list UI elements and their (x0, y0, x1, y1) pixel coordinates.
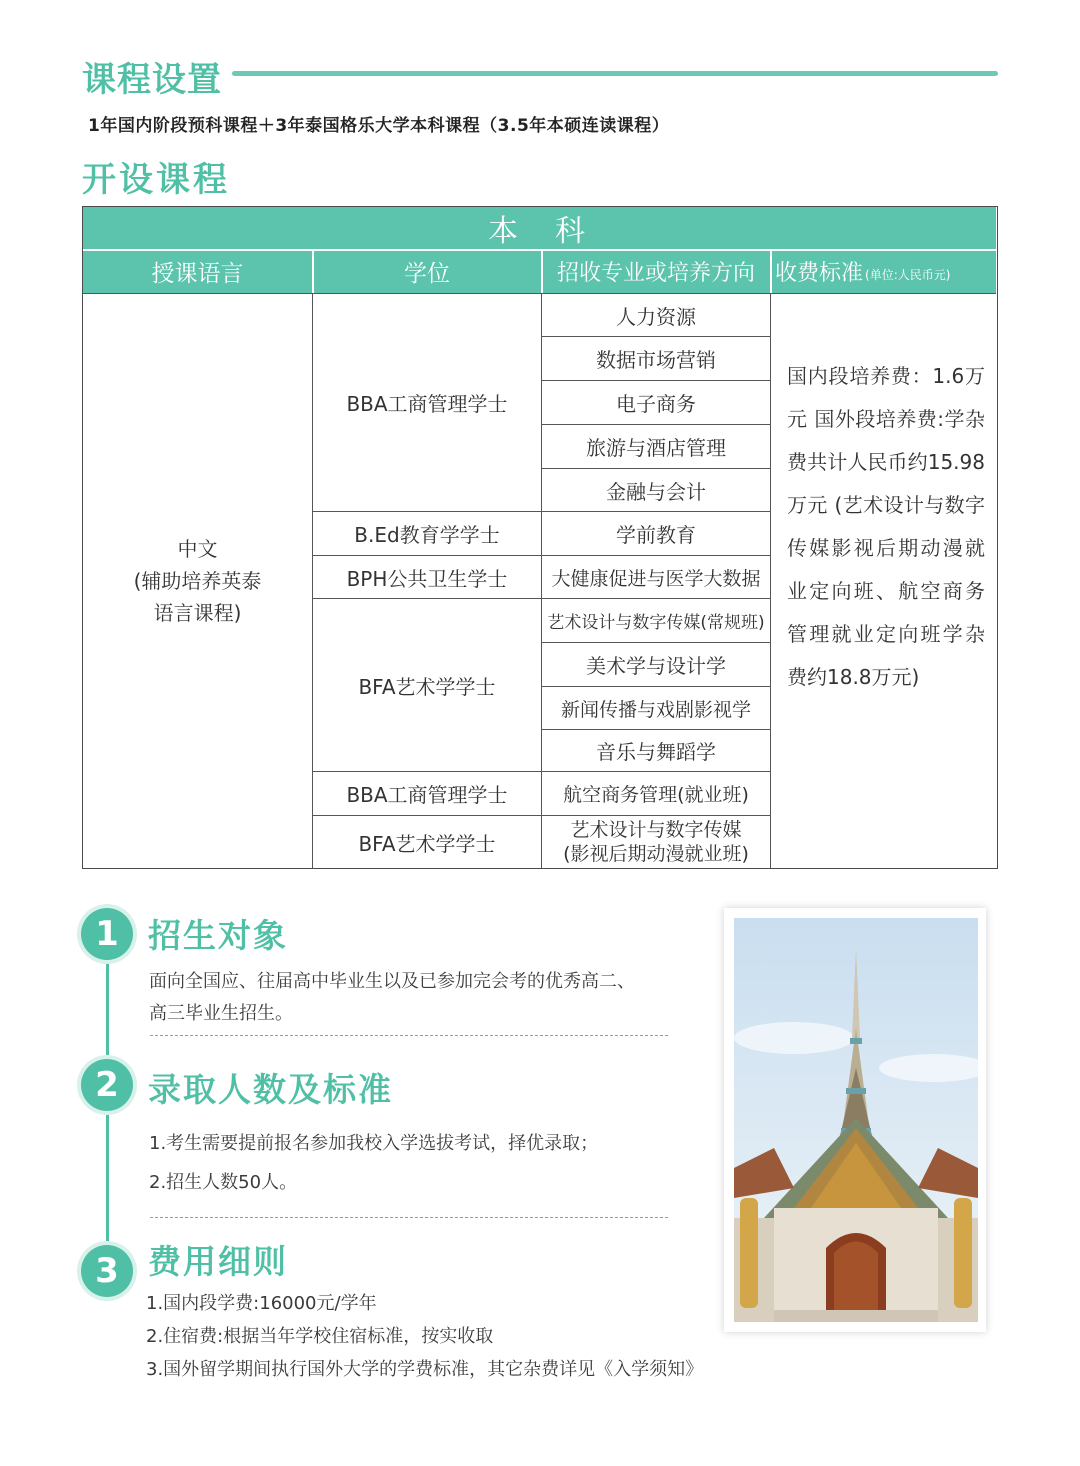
major-cell (542, 816, 770, 868)
major-label: 大健康促进与医学大数据 (551, 567, 761, 590)
col-header-language-text: 授课语言 (151, 261, 244, 287)
step-line: 1.考生需要提前报名参加我校入学选拔考试，择优录取； (149, 1133, 599, 1154)
degree-label: BPH公共卫生学士 (346, 566, 508, 591)
major-label: 艺术设计与数字传媒(常规班) (547, 613, 765, 633)
step-number-badge: 2 (81, 1059, 133, 1111)
major-cell (542, 294, 770, 336)
step-number-badge: 3 (81, 1245, 133, 1297)
major-cell (542, 599, 770, 642)
program-subtitle: 1年国内阶段预科课程＋3年泰国格乐大学本科课程（3.5年本硕连读课程） (88, 116, 670, 136)
degree-cell (313, 816, 541, 868)
col-header-fee (771, 250, 996, 293)
step-text (149, 1124, 598, 1202)
major-cell (542, 337, 770, 380)
major-cell (542, 643, 770, 686)
major-cell (542, 425, 770, 468)
degree-cell (313, 294, 541, 511)
degree-label: BFA艺术学学士 (358, 674, 496, 699)
col-header-degree (313, 250, 541, 293)
language-line: (辅助培养英泰 (133, 569, 262, 593)
step-line: 1.国内段学费:16000元/学年 (146, 1293, 377, 1314)
col-header-degree-text: 学位 (404, 261, 450, 287)
major-label: 人力资源 (616, 304, 696, 329)
table-banner-text: 本 科 (487, 214, 592, 249)
major-cell (542, 512, 770, 555)
major-label: 旅游与酒店管理 (586, 436, 726, 460)
step-line: 面向全国应、往届高中毕业生以及已参加完会考的优秀高二、 (149, 971, 635, 992)
major-cell (542, 381, 770, 424)
major-cell (542, 556, 770, 598)
language-cell (83, 294, 312, 868)
col-header-major (542, 250, 770, 293)
step-text (146, 1287, 703, 1386)
divider (150, 1035, 668, 1036)
degree-label: BBA工商管理学士 (346, 392, 508, 416)
col-header-major-text: 招收专业或培养方向 (556, 261, 755, 286)
section-title-rule (232, 71, 998, 76)
major-label: 艺术设计与数字传媒 (570, 819, 742, 841)
step-number-badge: 1 (81, 908, 133, 960)
language-line: 语言课程) (153, 601, 242, 625)
header-divider (83, 249, 996, 251)
step-title: 招生对象 (148, 916, 288, 955)
major-label: 数据市场营销 (596, 348, 716, 372)
major-label: 金融与会计 (606, 479, 706, 504)
degree-label: BBA工商管理学士 (346, 783, 508, 807)
degree-cell (313, 599, 541, 771)
step-text (149, 966, 635, 1030)
major-label: 航空商务管理(就业班) (563, 784, 749, 806)
major-label: 学前教育 (616, 523, 696, 547)
temple-photo (734, 918, 978, 1322)
degree-label: BFA艺术学学士 (358, 831, 496, 856)
major-cell (542, 772, 770, 815)
section-title: 课程设置 (82, 60, 222, 100)
degree-label: B.Ed教育学学士 (354, 523, 500, 547)
step-line: 2.住宿费:根据当年学校住宿标准，按实收取 (146, 1326, 494, 1347)
temple-illustration (734, 918, 978, 1322)
header-divider (541, 250, 543, 293)
degree-cell (313, 556, 541, 598)
major-label: 音乐与舞蹈学 (596, 740, 716, 764)
step-title: 录取人数及标准 (148, 1070, 393, 1109)
step-title: 费用细则 (148, 1242, 288, 1281)
table-banner (83, 207, 996, 249)
step-line: 3.国外留学期间执行国外大学的学费标准，其它杂费详见《入学须知》 (146, 1359, 704, 1380)
degree-cell (313, 772, 541, 815)
fee-description: 国内段培养费：1.6万元 国外段培养费:学杂费共计人民币约15.98万元 (艺术设计与数字传媒影视后期动漫就业定向班、航空商务管理就业定向班学杂费约18.8万元) (787, 364, 985, 689)
major-cell (542, 687, 770, 729)
major-cell (542, 730, 770, 771)
major-label: 电子商务 (616, 392, 696, 416)
header-divider (312, 250, 314, 293)
major-label: (影视后期动漫就业班) (563, 843, 749, 865)
photo-frame (724, 908, 986, 1332)
courses-title: 开设课程 (82, 160, 230, 200)
col-header-fee-text: 收费标准 (775, 261, 864, 286)
header-divider (770, 250, 772, 293)
language-line: 中文 (177, 537, 218, 561)
step-line: 2.招生人数50人。 (149, 1172, 298, 1193)
degree-cell (313, 512, 541, 555)
major-cell (542, 469, 770, 511)
major-label: 新闻传播与戏剧影视学 (560, 698, 751, 721)
col-header-language (83, 250, 312, 293)
step-line: 高三毕业生招生。 (149, 1003, 293, 1024)
major-label: 美术学与设计学 (586, 654, 726, 678)
fee-unit-note: (单位:人民币元) (865, 268, 951, 282)
divider (150, 1217, 668, 1218)
